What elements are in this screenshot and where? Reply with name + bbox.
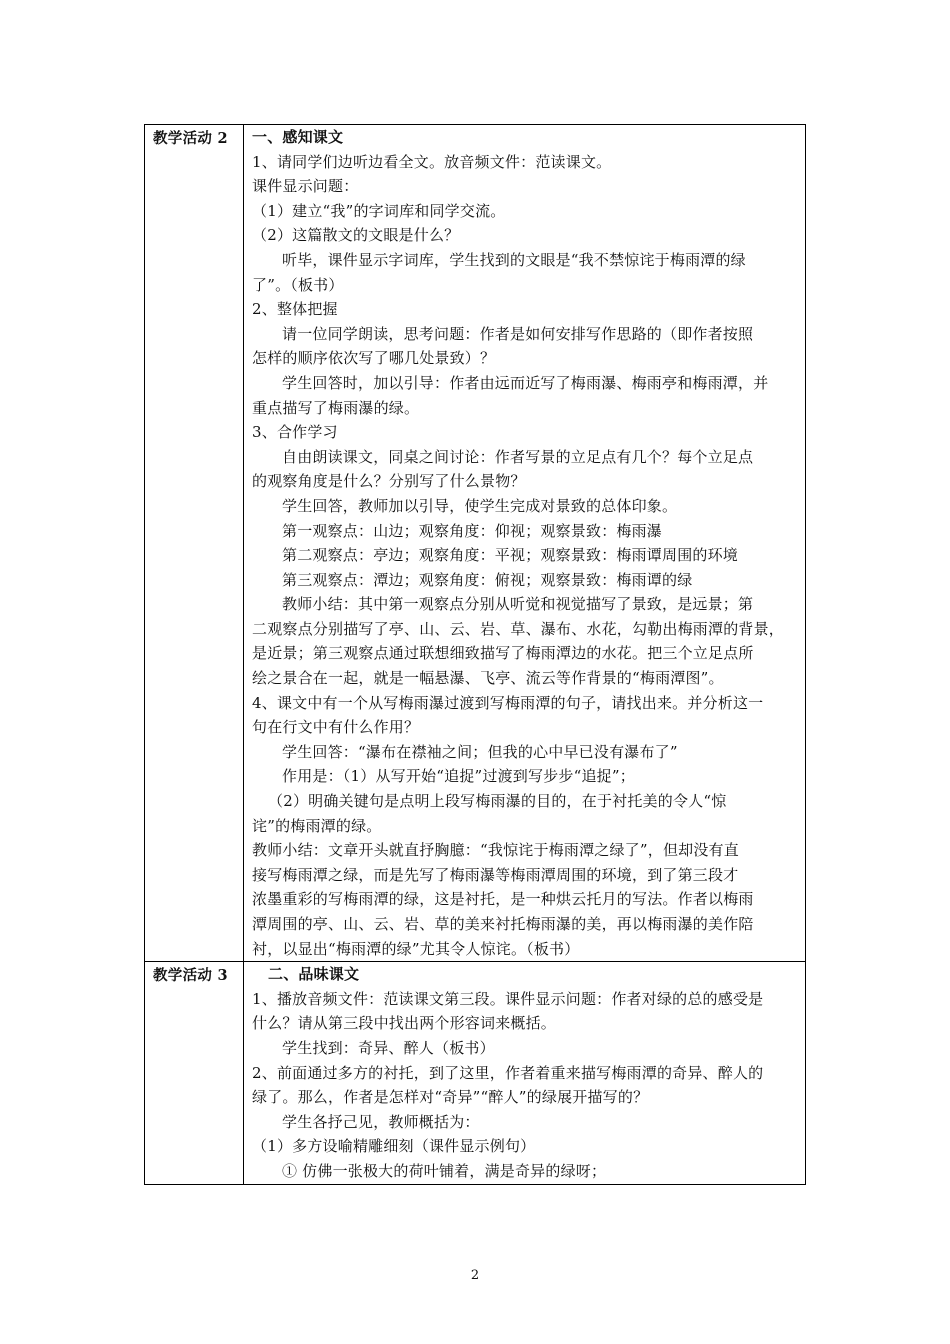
content-line: 听毕，课件显示字词库，学生找到的文眼是“我不禁惊诧于梅雨潭的绿 xyxy=(282,250,746,269)
content-line: 2、前面通过多方的衬托，到了这里，作者着重来描写梅雨潭的奇异、醉人的 xyxy=(252,1063,764,1082)
content-line: 是近景；第三观察点通过联想细致描写了梅雨潭边的水花。把三个立足点所 xyxy=(252,644,754,663)
content-line: 什么？请从第三段中找出两个形容词来概括。 xyxy=(252,1014,557,1033)
content-line: 衬，以显出“梅雨潭的绿”尤其令人惊诧。（板书） xyxy=(252,939,580,958)
content-line: 潭周围的亭、山、云、岩、草的美来衬托梅雨瀑的美，再以梅雨瀑的美作陪 xyxy=(252,915,754,933)
content-line: （2）明确关键句是点明上段写梅雨瀑的目的，在于衬托美的令人“惊 xyxy=(268,792,727,811)
content-line: 接写梅雨潭之绿，而是先写了梅雨瀑等梅雨潭周围的环境，到了第三段才 xyxy=(252,865,739,884)
content-line: （1）多方设喻精雕细刻（课件显示例句） xyxy=(252,1137,536,1156)
activity-label: 教学活动 3 xyxy=(145,962,244,1184)
content-line: 4、课文中有一个从写梅雨瀑过渡到写梅雨潭的句子，请找出来。并分析这一 xyxy=(252,693,764,712)
content-line: 了”。（板书） xyxy=(252,275,344,294)
content-line: 学生找到：奇异、醉人（板书） xyxy=(282,1038,495,1057)
content-line: 诧”的梅雨潭的绿。 xyxy=(252,816,382,835)
content-line: 绿了。那么，作者是怎样对“奇异”“醉人”的绿展开描写的？ xyxy=(252,1088,649,1107)
content-line: 自由朗读课文，同桌之间讨论：作者写景的立足点有几个？每个立足点 xyxy=(282,447,754,466)
content-line: 3、合作学习 xyxy=(252,423,338,442)
content-line: 怎样的顺序依次写了哪几处景致）？ xyxy=(252,349,496,368)
content-line: 学生各抒己见，教师概括为： xyxy=(282,1112,480,1131)
content-line: （1）建立“我”的字词库和同学交流。 xyxy=(252,201,506,220)
content-line: 重点描写了梅雨瀑的绿。 xyxy=(252,398,420,417)
activity-label: 教学活动 2 xyxy=(145,125,244,962)
content-line: 作用是：（1）从写开始“追捉”过渡到写步步“追捉”； xyxy=(282,767,635,786)
content-line: 第一观察点：山边；观察角度：仰视；观察景致：梅雨瀑 xyxy=(282,521,663,540)
content-line: 的观察角度是什么？分别写了什么景物？ xyxy=(252,472,526,491)
content-line: （2）这篇散文的文眼是什么？ xyxy=(252,226,460,245)
content-line: 1、请同学们边听边看全文。放音频文件：范读课文。 xyxy=(252,152,612,171)
content-line: ① 仿佛一张极大的荷叶铺着，满是奇异的绿呀； xyxy=(282,1161,607,1180)
activity-row xyxy=(145,962,806,1184)
content-line: 课件显示问题： xyxy=(252,177,359,196)
content-line: 第二观察点：亭边；观察角度：平视；观察景致：梅雨谭周围的环境 xyxy=(282,546,739,565)
table-body xyxy=(145,125,806,1185)
content-line: 1、播放音频文件：范读课文第三段。课件显示问题：作者对绿的总的感受是 xyxy=(252,989,764,1008)
activity-content xyxy=(244,125,806,962)
content-line: 绘之景合在一起，就是一幅悬瀑、飞亭、流云等作背景的“梅雨潭图”。 xyxy=(252,669,724,688)
content-line: 学生回答时，加以引导：作者由远而近写了梅雨瀑、梅雨亭和梅雨潭，并 xyxy=(282,373,769,392)
content-line: 一、感知课文 xyxy=(252,128,344,146)
content-line: 二观察点分别描写了亭、山、云、岩、草、瀑布、水花，勾勒出梅雨潭的背景， xyxy=(252,619,785,638)
activity-content xyxy=(244,962,806,1184)
content-line: 教师小结：文章开头就直抒胸臆：“我惊诧于梅雨潭之绿了”，但却没有直 xyxy=(252,841,739,860)
content-line: 句在行文中有什么作用？ xyxy=(252,718,420,737)
activity-row xyxy=(145,125,806,962)
content-line: 二、品味课文 xyxy=(268,965,360,984)
page-number: 2 xyxy=(470,1268,480,1283)
content-line: 2、整体把握 xyxy=(252,300,338,319)
lesson-plan-table xyxy=(144,124,806,1185)
content-line: 学生回答，教师加以引导，使学生完成对景致的总体印象。 xyxy=(282,496,678,515)
content-line: 教师小结：其中第一观察点分别从听觉和视觉描写了景致，是远景；第 xyxy=(282,595,754,614)
content-line: 第三观察点：潭边；观察角度：俯视；观察景致：梅雨谭的绿 xyxy=(282,570,693,589)
content-line: 浓墨重彩的写梅雨潭的绿，这是衬托，是一种烘云托月的写法。作者以梅雨 xyxy=(252,890,754,909)
content-line: 请一位同学朗读，思考问题：作者是如何安排写作思路的（即作者按照 xyxy=(282,324,754,343)
content-line: 学生回答：“瀑布在襟袖之间；但我的心中早已没有瀑布了” xyxy=(282,742,678,761)
